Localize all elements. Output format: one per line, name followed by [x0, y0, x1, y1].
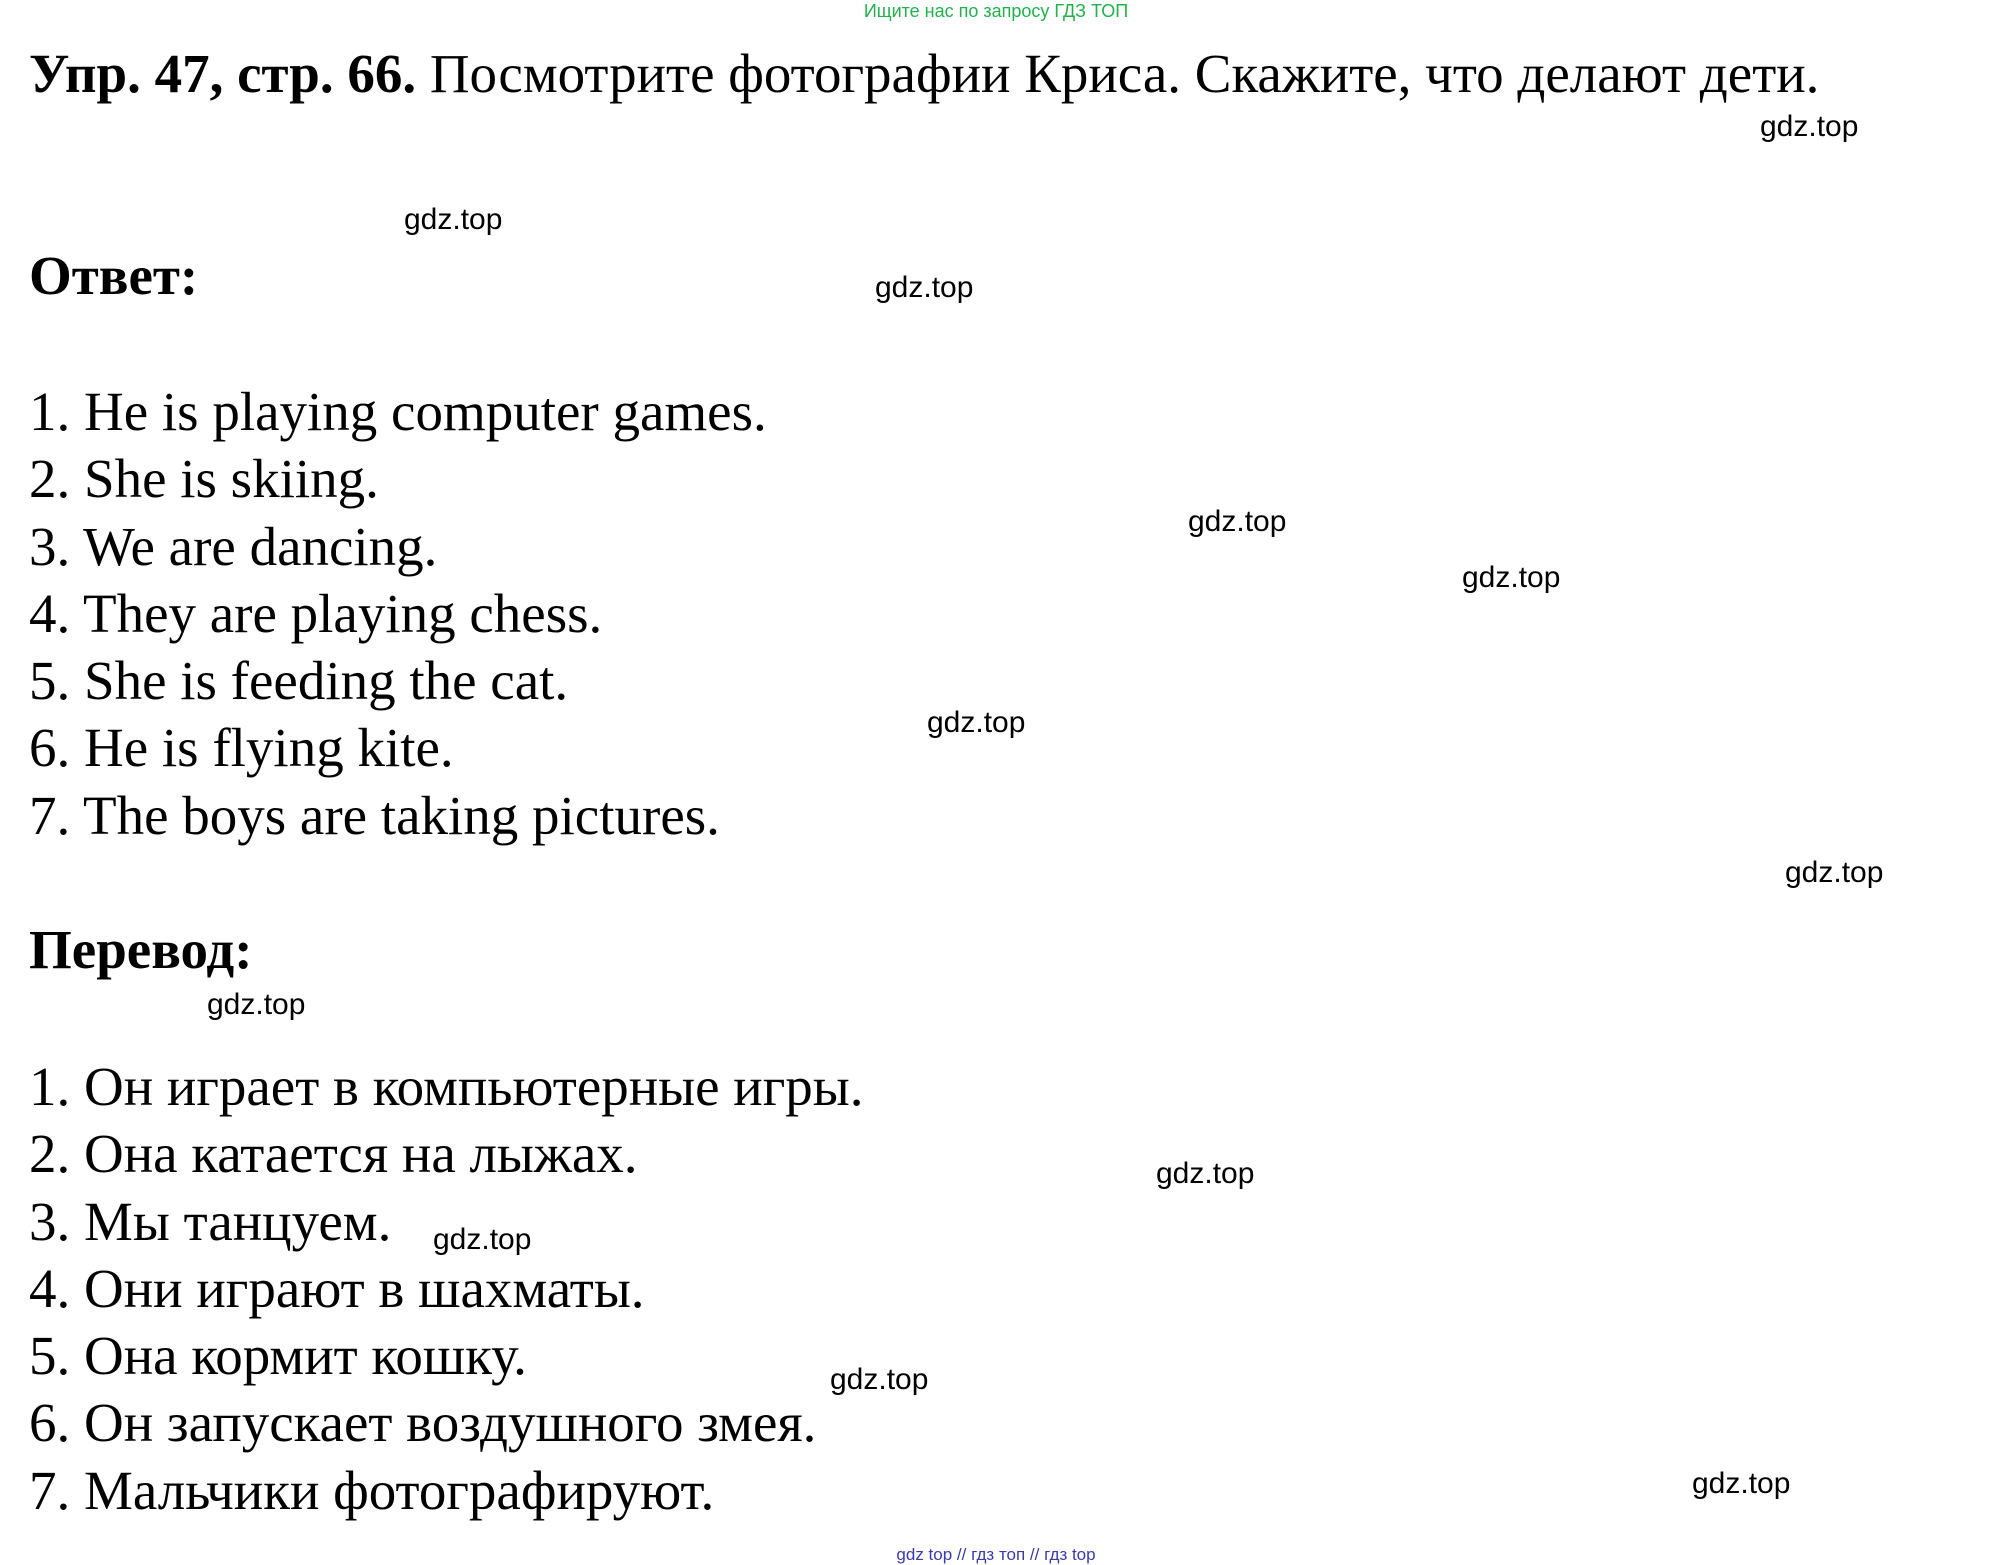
answer-heading: Ответ: [29, 245, 199, 306]
footer-links: gdz top // гдз топ // гдз top [896, 1545, 1096, 1564]
answer-line: 3. We are dancing. [29, 515, 438, 577]
answer-list [29, 378, 767, 849]
translation-list [29, 1053, 863, 1524]
watermark: gdz.top [404, 203, 503, 236]
watermark: gdz.top [1785, 856, 1884, 889]
answer-line: 1. He is playing computer games. [29, 381, 767, 442]
answer-line: 7. The boys are taking pictures. [29, 784, 720, 846]
answer-line: 5. She is feeding the cat. [29, 650, 569, 712]
task-statement [29, 40, 1909, 107]
watermark: gdz.top [207, 988, 306, 1021]
top-banner: Ищите нас по запросу ГДЗ ТОП [863, 1, 1129, 21]
translation-line: 4. Они играют в шахматы. [29, 1257, 645, 1319]
answer-line: 6. He is flying kite. [29, 717, 454, 779]
translation-line: 1. Он играет в компьютерные игры. [29, 1056, 864, 1117]
watermark: gdz.top [1188, 505, 1287, 538]
translation-line: 3. Мы танцуем. [29, 1190, 392, 1252]
translation-heading: Перевод: [29, 919, 253, 980]
watermark: gdz.top [830, 1363, 929, 1396]
answer-line: 4. They are playing chess. [29, 582, 603, 644]
answer-line: 2. She is skiing. [29, 448, 379, 510]
watermark: gdz.top [433, 1223, 532, 1256]
watermark: gdz.top [875, 271, 974, 304]
watermark: gdz.top [1760, 110, 1859, 143]
translation-line: 5. Она кормит кошку. [29, 1325, 527, 1387]
task-label: Упр. 47, стр. 66. [29, 43, 417, 104]
watermark: gdz.top [927, 706, 1026, 739]
watermark: gdz.top [1692, 1467, 1791, 1500]
translation-line: 6. Он запускает воздушного змея. [29, 1392, 817, 1454]
task-text: Посмотрите фотографии Криса. Скажите, что делают дети. [416, 43, 1820, 104]
translation-line: 7. Мальчики фотографируют. [29, 1459, 715, 1521]
watermark: gdz.top [1156, 1157, 1255, 1190]
translation-line: 2. Она катается на лыжах. [29, 1123, 638, 1185]
watermark: gdz.top [1462, 561, 1561, 594]
